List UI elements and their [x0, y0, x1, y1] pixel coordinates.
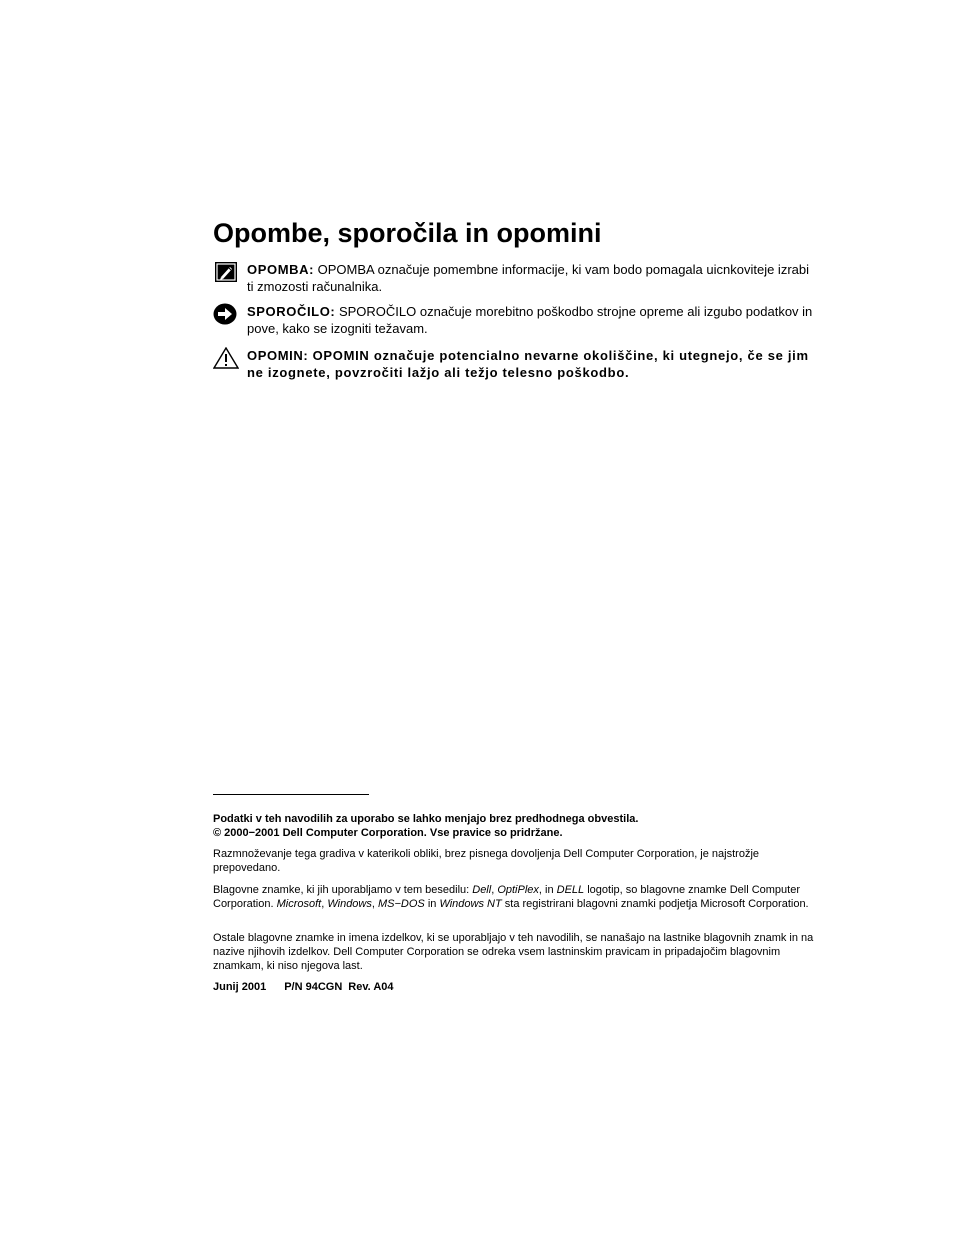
publication-date: Junij 2001 [213, 981, 267, 993]
trademarks-paragraph: Blagovne znamke, ki jih uporabljamo v tem besedilu: Dell, OptiPlex, in DELL logotip, so blagovne znamke Dell Computer Corporation. Microsoft, Windows, MS−DOS in Windows NT sta registrirani blagovni znamki podjetja Microsoft Corporation. [213, 884, 809, 910]
reproduction-paragraph: Razmnoževanje tega gradiva v katerikoli obliki, brez pisnega dovoljenja Dell Computer Corporation, je najstrožje prepovedano. [213, 848, 760, 874]
caution-text: OPOMIN označuje potencialno nevarne okoliščine, ki utegnejo, če se jim ne izognete, povzročiti lažjo ali težjo telesno poškodbo. [247, 348, 809, 380]
trademark-windows: Windows [327, 898, 372, 910]
message-notice [213, 303, 815, 337]
note-label: OPOMBA: [247, 262, 315, 277]
trademark-dell-logo: DELL [556, 884, 585, 896]
trademark-windows-nt: Windows NT [439, 898, 502, 910]
revision: Rev. A04 [348, 981, 394, 993]
footnote-divider [213, 794, 369, 795]
trademark-optiplex: OptiPlex [497, 884, 539, 896]
other-trademarks-paragraph: Ostale blagovne znamke in imena izdelkov, ki se uporabljajo v teh navodilih, se nanašajo na lastnike blagovnih znamk in na nazive njihovih izdelkov. Dell Computer Corporation se odreka vsem lastninskim pravicam in pripadajočim blagovnim znamkam, ki niso njegova last. [213, 932, 814, 972]
pencil-note-icon [215, 262, 237, 282]
notice-block [213, 812, 823, 840]
part-number: P/N 94CGN [284, 981, 343, 993]
caution-notice [213, 347, 815, 381]
note-text: OPOMBA označuje pomembne informacije, ki vam bodo pomagala uicnkoviteje izrabi ti zmozosti računalnika. [247, 262, 809, 294]
page-title: Opombe, sporočila in opomini [213, 218, 602, 248]
message-label: SPOROČILO: [247, 304, 336, 319]
warning-triangle-icon [213, 347, 239, 369]
note-notice [213, 261, 815, 295]
publication-info [213, 980, 823, 994]
copyright-line: © 2000−2001 Dell Computer Corporation. Vse pravice so pridržane. [213, 827, 563, 839]
trademark-microsoft: Microsoft [276, 898, 322, 910]
message-text: SPOROČILO označuje morebitno poškodbo strojne opreme ali izgubo podatkov in pove, kako se izogniti težavam. [247, 304, 813, 336]
circle-arrow-icon [213, 303, 237, 325]
trademark-msdos: MS−DOS [378, 898, 425, 910]
caution-label: OPOMIN: [247, 348, 309, 363]
trademark-dell: Dell [472, 884, 492, 896]
notice-line: Podatki v teh navodilih za uporabo se lahko menjajo brez predhodnega obvestila. [213, 813, 639, 825]
